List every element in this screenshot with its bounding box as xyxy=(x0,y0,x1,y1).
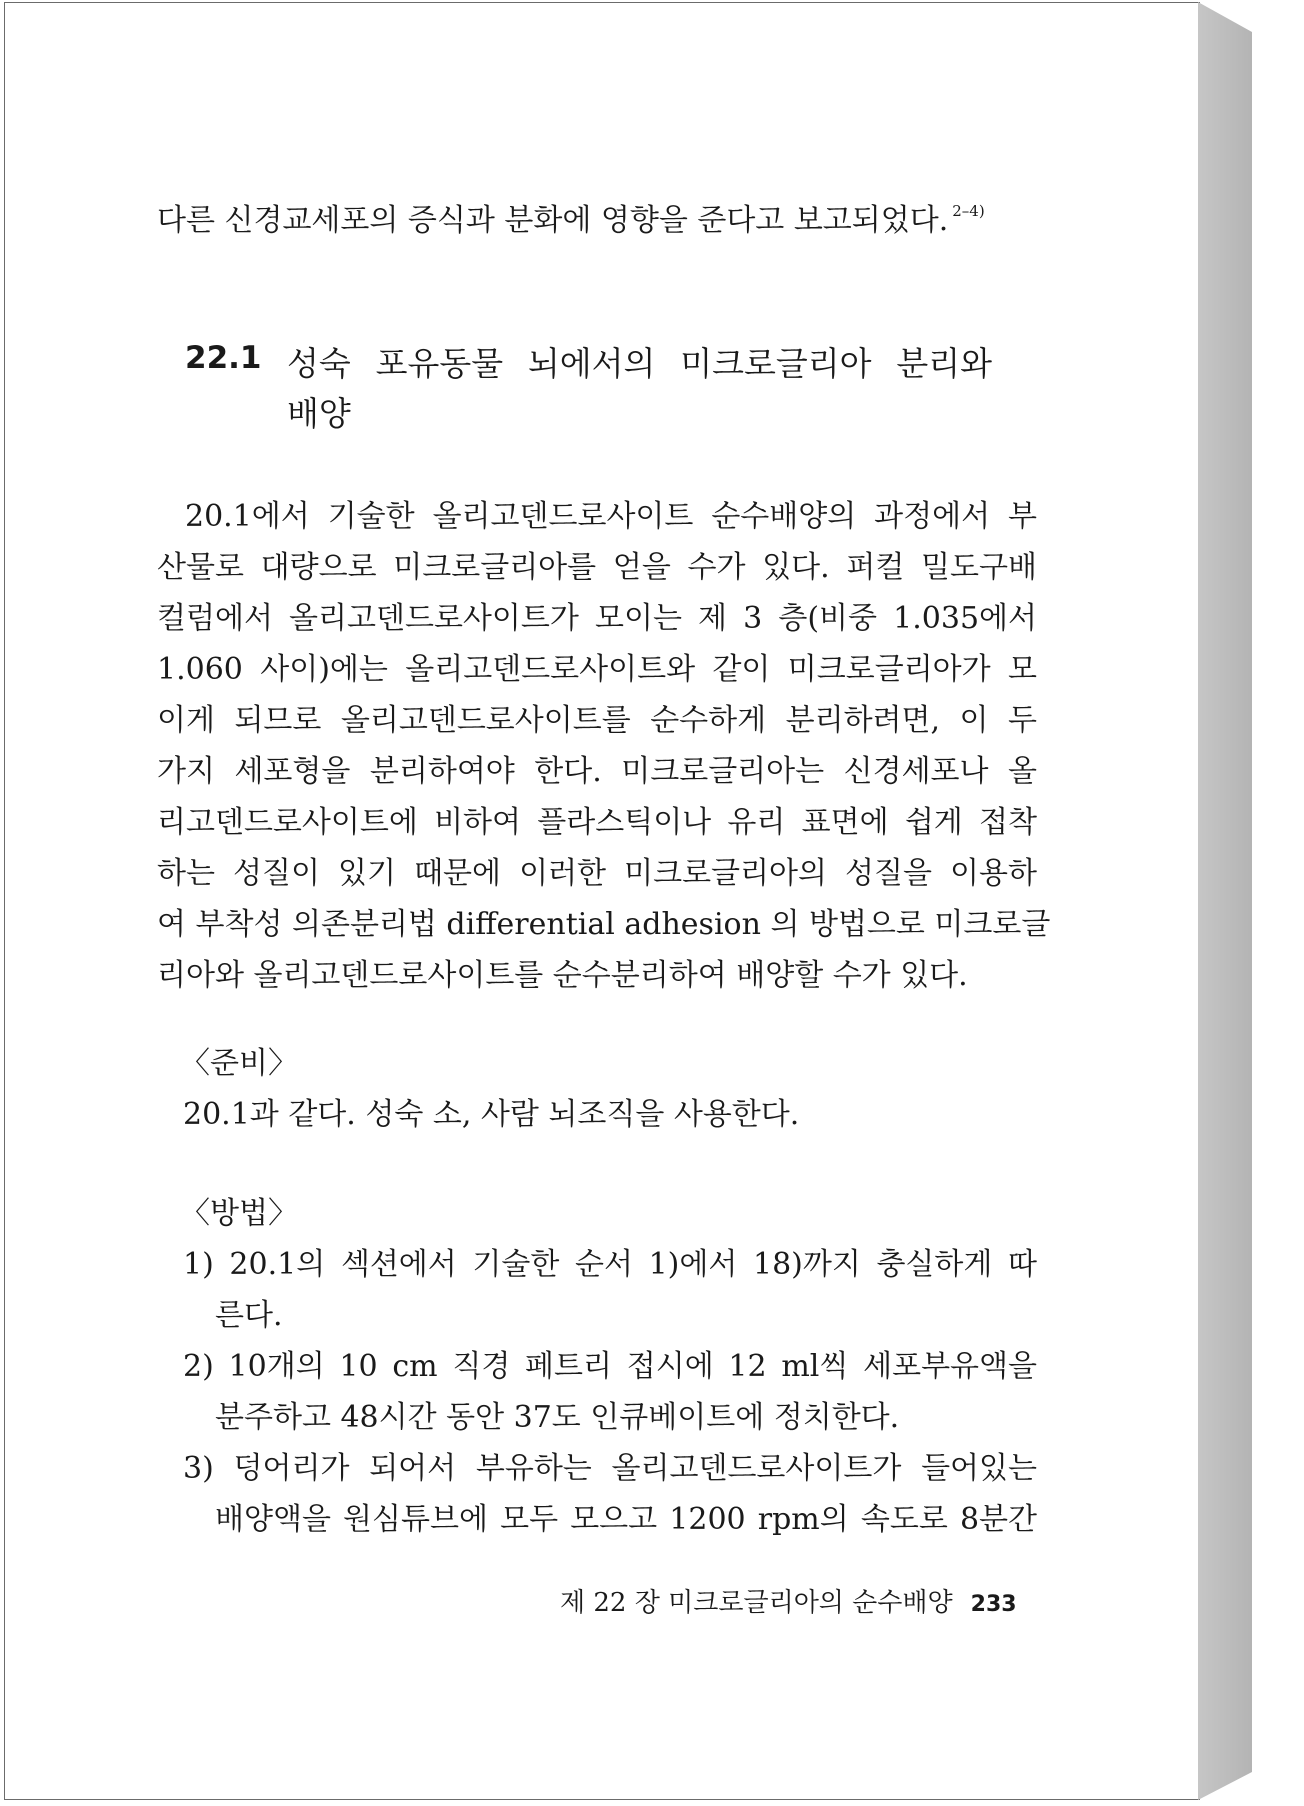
paragraph-line: 리고덴드로사이트에 비하여 플라스틱이나 유리 표면에 쉽게 접착 xyxy=(157,805,1037,840)
method-step-1: 1) 20.1의 섹션에서 기술한 순서 1)에서 18)까지 충실하게 따 xyxy=(183,1247,1037,1282)
section-title-line-2: 배양 xyxy=(287,394,351,433)
section-title-line-1: 성숙 포유동물 뇌에서의 미크로글리아 분리와 xyxy=(287,344,992,383)
intro-line xyxy=(157,195,985,239)
paragraph-line: 이게 되므로 올리고덴드로사이트를 순수하게 분리하려면, 이 두 xyxy=(157,703,1037,738)
method-label: 〈방법〉 xyxy=(180,1196,298,1231)
page-number: 233 xyxy=(970,1592,1017,1617)
method-step-2-cont: 분주하고 48시간 동안 37도 인큐베이트에 정치한다. xyxy=(215,1400,900,1435)
prep-label: 〈준비〉 xyxy=(180,1046,298,1081)
paragraph-line: 여 부착성 의존분리법 differential adhesion 의 방법으로 미크로글 xyxy=(157,907,1051,942)
intro-text: 다른 신경교세포의 증식과 분화에 영향을 준다고 보고되었다. xyxy=(157,203,949,238)
prep-text: 20.1과 같다. 성숙 소, 사람 뇌조직을 사용한다. xyxy=(183,1097,800,1132)
footer-chapter: 제 22 장 미크로글리아의 순수배양 xyxy=(560,1588,953,1618)
paragraph-line: 가지 세포형을 분리하여야 한다. 미크로글리아는 신경세포나 올 xyxy=(157,754,1037,789)
method-step-2: 2) 10개의 10 cm 직경 페트리 접시에 12 ml씩 세포부유액을 xyxy=(183,1349,1037,1384)
paragraph-line: 리아와 올리고덴드로사이트를 순수분리하여 배양할 수가 있다. xyxy=(157,958,968,993)
book-spine-edge xyxy=(1198,2,1252,1800)
paragraph-line: 산물로 대량으로 미크로글리아를 얻을 수가 있다. 퍼컬 밀도구배 xyxy=(157,550,1037,585)
paragraph-line: 하는 성질이 있기 때문에 이러한 미크로글리아의 성질을 이용하 xyxy=(157,856,1037,891)
method-step-1-cont: 른다. xyxy=(215,1298,283,1333)
running-footer xyxy=(560,1582,1017,1619)
paragraph-line: 20.1에서 기술한 올리고덴드로사이트 순수배양의 과정에서 부 xyxy=(185,499,1037,534)
reference-marker: 2–4) xyxy=(952,202,985,220)
section-number: 22.1 xyxy=(185,340,262,376)
method-step-3-cont: 배양액을 원심튜브에 모두 모으고 1200 rpm의 속도로 8분간 xyxy=(215,1502,1037,1537)
paragraph-line: 컬럼에서 올리고덴드로사이트가 모이는 제 3 층(비중 1.035에서 xyxy=(157,601,1037,636)
paragraph-line: 1.060 사이)에는 올리고덴드로사이트와 같이 미크로글리아가 모 xyxy=(157,652,1037,687)
method-step-3: 3) 덩어리가 되어서 부유하는 올리고덴드로사이트가 들어있는 xyxy=(183,1451,1037,1486)
